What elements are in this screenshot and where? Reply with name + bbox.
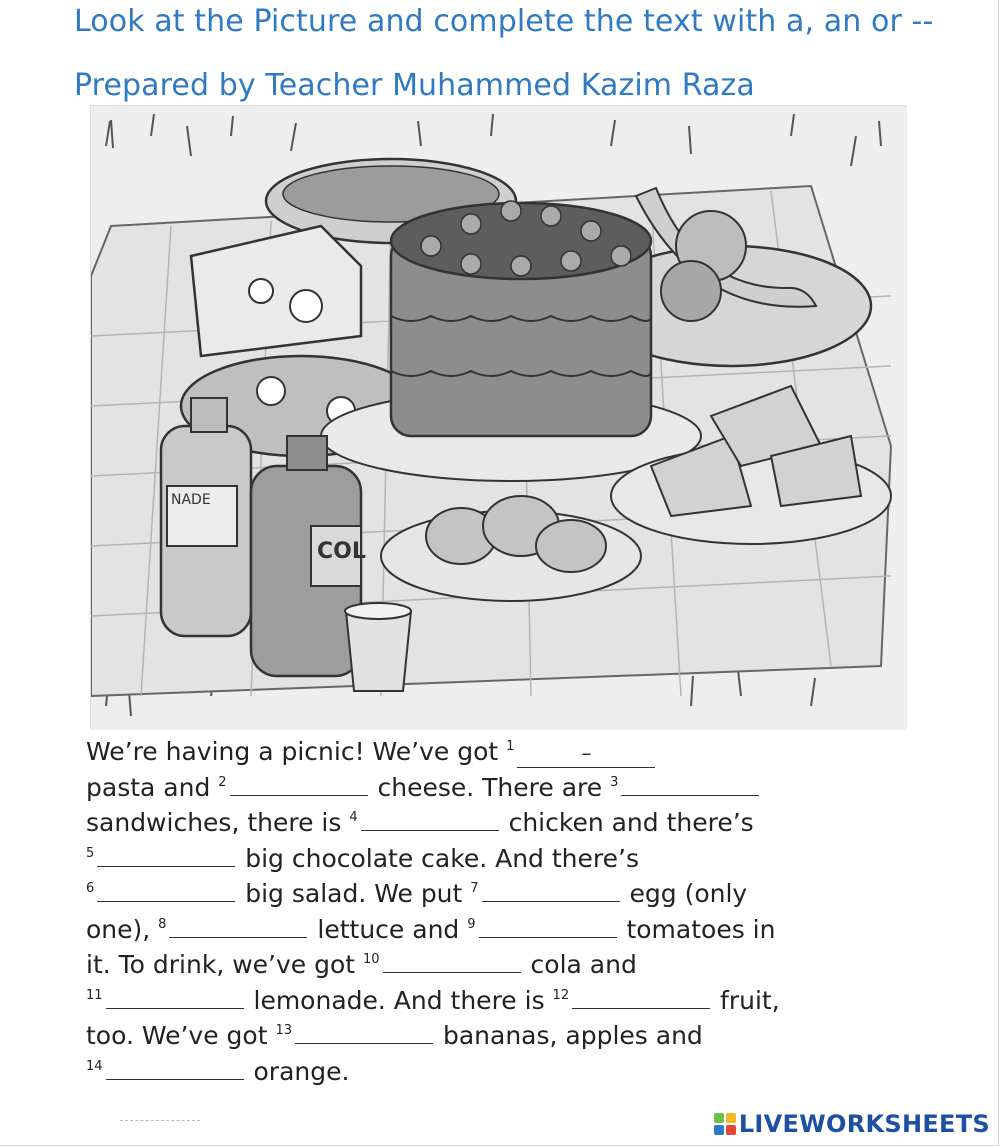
footer-divider bbox=[120, 1120, 200, 1121]
blank-number: 12 bbox=[552, 987, 570, 1003]
picnic-drawing bbox=[91, 106, 907, 730]
blank-number: 5 bbox=[86, 845, 95, 861]
sentence-text: We’re having a picnic! We’ve got bbox=[86, 737, 507, 766]
lemonade-label: NADE bbox=[171, 492, 211, 508]
exercise-line bbox=[86, 947, 896, 983]
answer-blank[interactable] bbox=[383, 948, 521, 973]
exercise-line bbox=[86, 983, 896, 1019]
sentence-text: big chocolate cake. And there’s bbox=[237, 843, 639, 873]
liveworksheets-logo[interactable] bbox=[714, 1110, 990, 1138]
exercise-line bbox=[86, 734, 896, 770]
sentence-text: cola and bbox=[522, 950, 637, 979]
sentence-text: fruit, bbox=[712, 985, 780, 1015]
exercise-line bbox=[86, 805, 896, 841]
exercise-line bbox=[86, 876, 896, 912]
sentence-text: sandwiches, there is bbox=[86, 808, 350, 837]
sentence-text: orange. bbox=[245, 1056, 350, 1086]
sentence-text: it. To drink, we’ve got bbox=[86, 950, 364, 979]
answer-blank[interactable] bbox=[97, 842, 235, 867]
orange bbox=[661, 261, 721, 321]
answer-blank[interactable] bbox=[361, 806, 499, 831]
blank-number: 3 bbox=[610, 774, 619, 790]
blank-number: 1 bbox=[506, 739, 515, 754]
cola-label: COL bbox=[317, 539, 366, 564]
sentence-text: cheese. There are bbox=[369, 772, 611, 802]
logo-icon bbox=[714, 1113, 736, 1135]
answer-blank[interactable] bbox=[169, 913, 307, 938]
exercise-line bbox=[86, 841, 896, 877]
exercise-line bbox=[86, 912, 896, 948]
exercise-line bbox=[86, 1054, 896, 1090]
blank-number: 6 bbox=[86, 881, 95, 896]
answer-blank[interactable] bbox=[230, 771, 368, 796]
answer-blank[interactable] bbox=[295, 1019, 433, 1044]
lemonade-bottle bbox=[161, 398, 251, 636]
worksheet-subtitle: Prepared by Teacher Muhammed Kazim Raza bbox=[74, 68, 755, 103]
sentence-text: egg (only bbox=[621, 879, 748, 908]
answer-blank[interactable] bbox=[572, 984, 710, 1009]
blank-number: 13 bbox=[275, 1023, 293, 1038]
answer-blank[interactable]: – bbox=[517, 743, 655, 768]
sentence-text: pasta and bbox=[86, 772, 219, 802]
blank-number: 8 bbox=[158, 916, 167, 932]
sentence-text: lettuce and bbox=[309, 914, 468, 944]
blank-number: 10 bbox=[363, 952, 380, 967]
logo-text: LIVEWORKSHEETS bbox=[738, 1110, 990, 1138]
blank-number: 11 bbox=[86, 987, 103, 1003]
blank-number: 14 bbox=[86, 1058, 103, 1074]
answer-blank[interactable] bbox=[106, 984, 244, 1009]
answer-blank[interactable] bbox=[479, 913, 617, 938]
answer-blank[interactable] bbox=[97, 877, 235, 902]
sentence-text: one), bbox=[86, 914, 159, 944]
sentence-text: big salad. We put bbox=[237, 879, 471, 908]
blank-number: 4 bbox=[349, 810, 358, 825]
exercise-line bbox=[86, 770, 896, 806]
answer-blank[interactable] bbox=[482, 877, 620, 902]
blank-number: 2 bbox=[218, 774, 227, 790]
exercise-line bbox=[86, 1018, 896, 1054]
sentence-text: chicken and there’s bbox=[500, 808, 754, 837]
answer-blank[interactable] bbox=[621, 771, 759, 796]
sentence-text: bananas, apples and bbox=[435, 1021, 703, 1050]
answer-blank[interactable] bbox=[106, 1055, 244, 1080]
sentence-text: tomatoes in bbox=[618, 914, 776, 944]
picnic-illustration bbox=[90, 105, 906, 729]
sentence-text: lemonade. And there is bbox=[245, 985, 553, 1015]
exercise-text bbox=[86, 734, 896, 1089]
worksheet-title: Look at the Picture and complete the text with a, an or -- bbox=[74, 4, 934, 39]
blank-number: 9 bbox=[467, 916, 476, 932]
paper-cups bbox=[345, 603, 411, 691]
sentence-text: too. We’ve got bbox=[86, 1021, 276, 1050]
blank-number: 7 bbox=[470, 881, 479, 896]
